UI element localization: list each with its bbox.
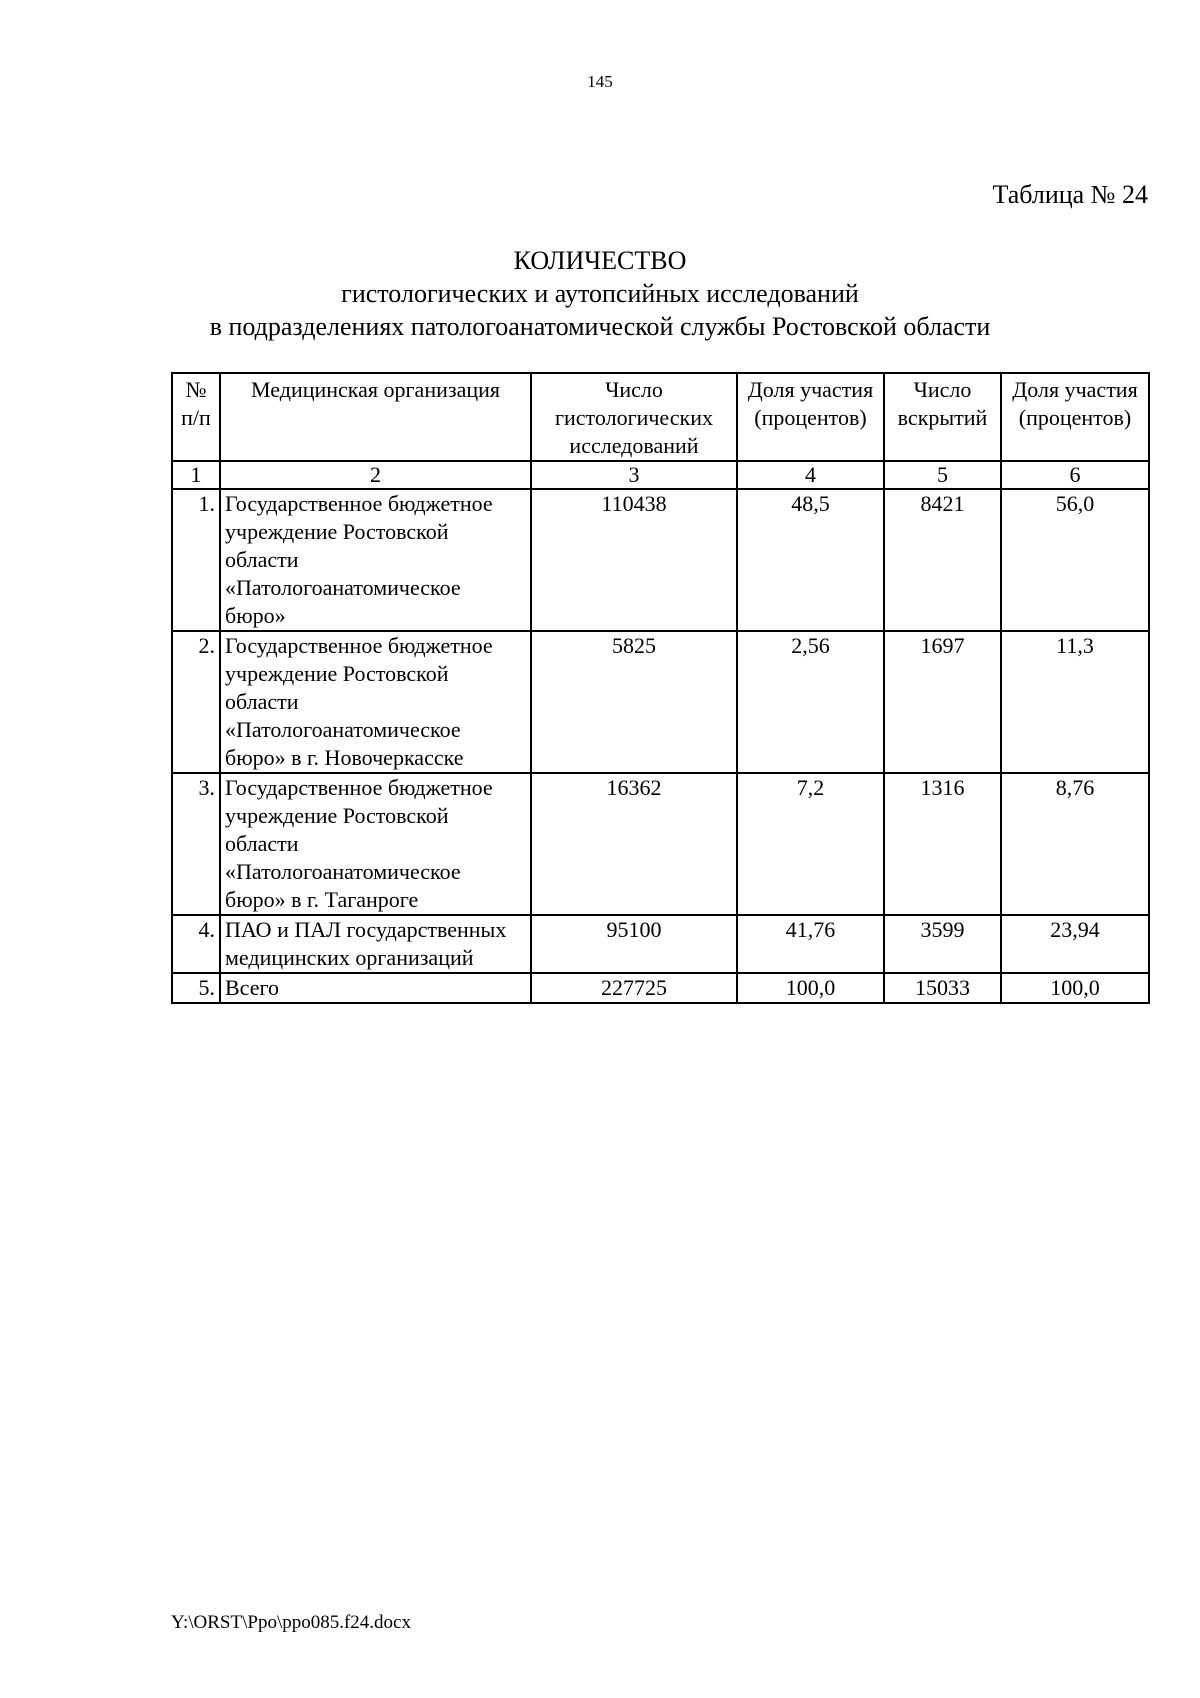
header-organization: Медицинская организация — [220, 373, 531, 461]
histology-share: 48,5 — [737, 489, 884, 631]
autopsy-count: 15033 — [884, 973, 1001, 1003]
histology-count: 110438 — [531, 489, 737, 631]
histology-count: 16362 — [531, 773, 737, 915]
statistics-table — [171, 372, 1150, 1004]
row-number: 1. — [172, 489, 220, 631]
document-title — [0, 244, 1200, 343]
header-num: № п/п — [172, 373, 220, 461]
table-row — [172, 773, 1149, 915]
footer-file-path: Y:\ORST\Ppo\ppo085.f24.docx — [171, 1612, 411, 1633]
histology-count: 95100 — [531, 915, 737, 973]
column-number: 6 — [1001, 461, 1149, 489]
row-number: 5. — [172, 973, 220, 1003]
column-number: 5 — [884, 461, 1001, 489]
header-histology-count: Число гистологических исследований — [531, 373, 737, 461]
organization-name: Государственное бюджетное учреждение Ростовской области «Патологоанатомическое бюро» — [220, 489, 531, 631]
page-number: 145 — [587, 72, 613, 91]
organization-name: Государственное бюджетное учреждение Ростовской области «Патологоанатомическое бюро» в г. Таганроге — [220, 773, 531, 915]
autopsy-share: 8,76 — [1001, 773, 1149, 915]
column-number-row — [172, 461, 1149, 489]
autopsy-share: 11,3 — [1001, 631, 1149, 773]
autopsy-count: 3599 — [884, 915, 1001, 973]
header-histology-share: Доля участия (процентов) — [737, 373, 884, 461]
table-label: Таблица № 24 — [992, 180, 1148, 209]
autopsy-share: 23,94 — [1001, 915, 1149, 973]
row-number: 4. — [172, 915, 220, 973]
histology-share: 7,2 — [737, 773, 884, 915]
organization-name: Всего — [220, 973, 531, 1003]
row-number: 2. — [172, 631, 220, 773]
column-number: 3 — [531, 461, 737, 489]
autopsy-count: 1316 — [884, 773, 1001, 915]
organization-name: ПАО и ПАЛ государственных медицинских организаций — [220, 915, 531, 973]
organization-name: Государственное бюджетное учреждение Ростовской области «Патологоанатомическое бюро» в г. Новочеркасске — [220, 631, 531, 773]
table-row — [172, 489, 1149, 631]
column-number: 1 — [172, 461, 220, 489]
histology-share: 100,0 — [737, 973, 884, 1003]
title-line-3: в подразделениях патологоанатомической службы Ростовской области — [209, 312, 991, 341]
row-number: 3. — [172, 773, 220, 915]
histology-count: 227725 — [531, 973, 737, 1003]
header-autopsy-share: Доля участия (процентов) — [1001, 373, 1149, 461]
autopsy-share: 56,0 — [1001, 489, 1149, 631]
histology-count: 5825 — [531, 631, 737, 773]
column-number: 4 — [737, 461, 884, 489]
table-row-total — [172, 973, 1149, 1003]
column-number: 2 — [220, 461, 531, 489]
histology-share: 2,56 — [737, 631, 884, 773]
title-line-2: гистологических и аутопсийных исследований — [341, 279, 859, 308]
histology-share: 41,76 — [737, 915, 884, 973]
autopsy-count: 1697 — [884, 631, 1001, 773]
autopsy-count: 8421 — [884, 489, 1001, 631]
table-row — [172, 631, 1149, 773]
title-line-1: КОЛИЧЕСТВО — [513, 246, 687, 275]
autopsy-share: 100,0 — [1001, 973, 1149, 1003]
table-row — [172, 915, 1149, 973]
table-header-row — [172, 373, 1149, 461]
header-autopsy-count: Число вскрытий — [884, 373, 1001, 461]
